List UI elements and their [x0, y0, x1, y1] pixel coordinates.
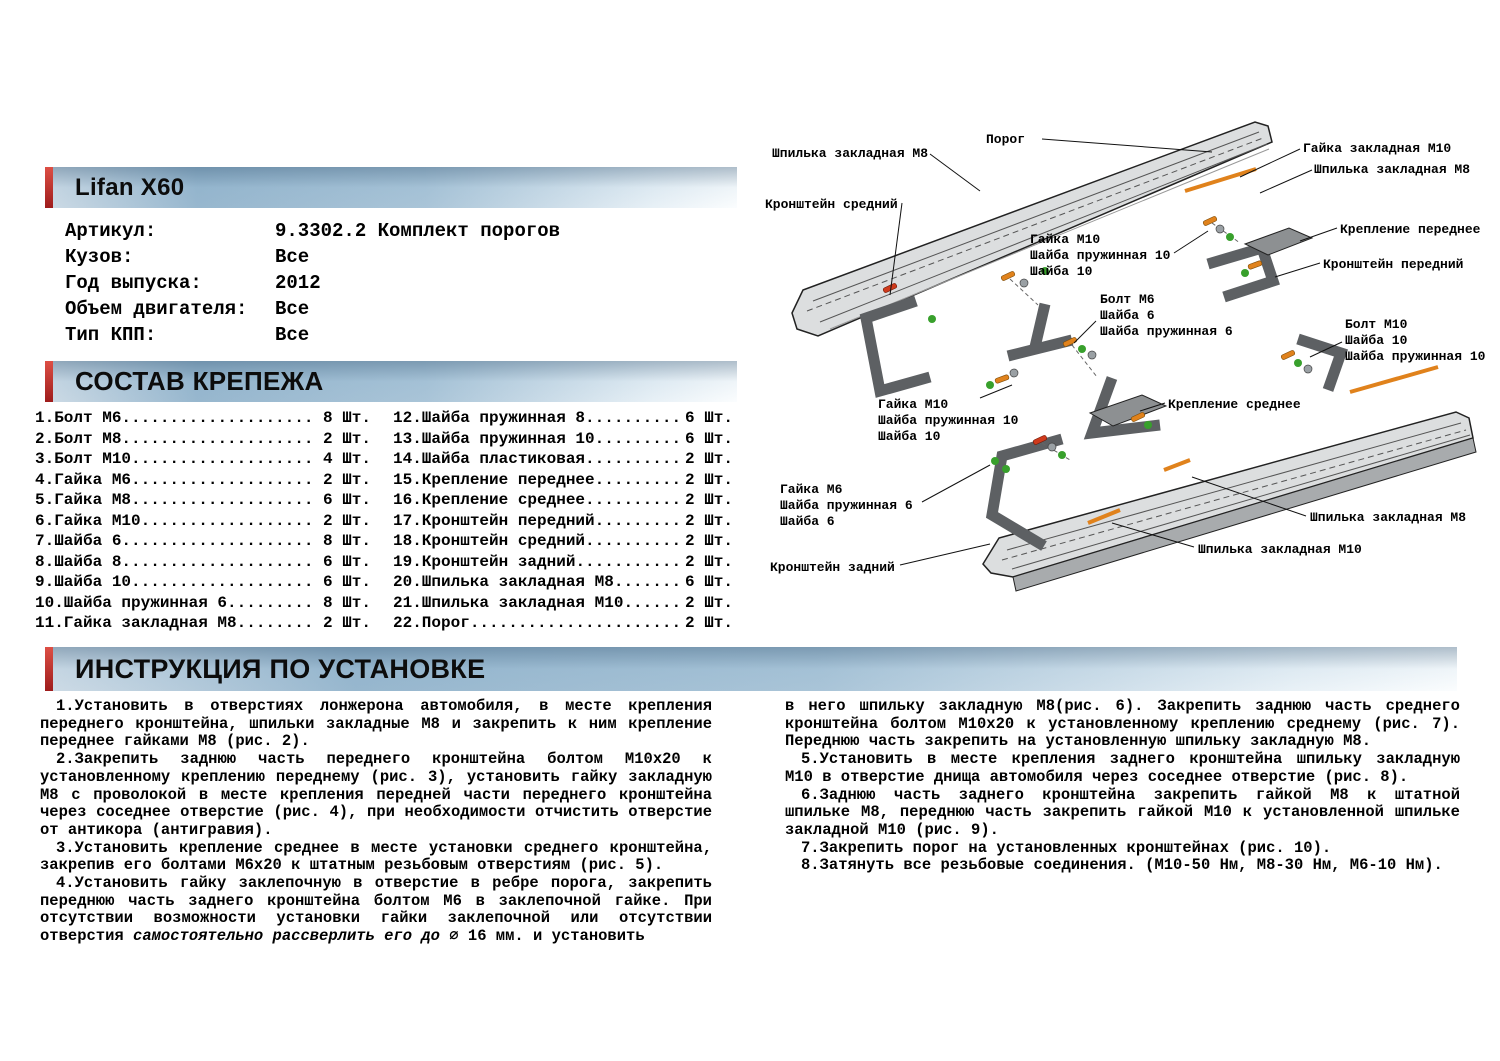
part-name: 11.Гайка закладная М8	[35, 614, 237, 632]
dot-leader	[470, 614, 678, 632]
dot-leader	[585, 532, 678, 550]
dot-leader	[614, 573, 678, 591]
instructions-banner	[45, 647, 1457, 691]
info-value: 9.3302.2 Комплект порогов	[275, 220, 561, 242]
part-row	[35, 614, 373, 635]
dot-leader	[121, 532, 316, 550]
diagram-label-bolt-m6-1: Болт М6	[1100, 292, 1155, 307]
info-value: Все	[275, 324, 310, 346]
info-row	[65, 246, 685, 272]
diagram-label-kronshtein-peredniy: Кронштейн передний	[1323, 257, 1464, 272]
instruction-step	[40, 698, 712, 751]
washer-icon	[1048, 443, 1056, 451]
info-value: Все	[275, 246, 310, 268]
exploded-view-diagram	[740, 95, 1500, 645]
part-qty: 2 Шт.	[323, 511, 372, 530]
instruction-step	[785, 787, 1460, 840]
spring-washer-icon	[1002, 465, 1010, 473]
diagram-label-gaika-m10-a1: Гайка М10	[1030, 232, 1101, 247]
diagram-label-gaika-zakladnaya-m10: Гайка закладная М10	[1303, 141, 1452, 156]
washer-icon	[1304, 365, 1312, 373]
model-title: Lifan X60	[75, 173, 185, 201]
info-row	[65, 220, 685, 246]
step-text: 8.Затянуть все резьбовые соединения. (М10-50 Нм, М8-30 Нм, М6-10 Нм).	[801, 856, 1443, 875]
spring-washer-icon	[991, 457, 999, 465]
instructions-title: ИНСТРУКЦИЯ ПО УСТАНОВКЕ	[75, 653, 486, 684]
part-row	[35, 430, 373, 451]
part-name: 22.Порог	[393, 614, 470, 632]
dot-leader	[131, 471, 316, 489]
part-qty: 2 Шт.	[685, 450, 734, 468]
dot-leader	[623, 594, 678, 612]
board-bracket-foot	[1008, 340, 1072, 356]
installation-instructions	[40, 698, 1460, 946]
step-text: 1.Установить в отверстиях лонжерона автомобиля, в месте крепления переднего кронштейна, шпильки закладные М8 и закрепить к ним крепление переднее гайками М8 (рис. 2).	[40, 697, 712, 751]
bolt-icon	[1203, 216, 1218, 226]
diagram-label-shpilka-m8-top-right: Шпилька закладная М8	[1314, 162, 1471, 177]
spring-washer-icon	[986, 381, 994, 389]
diagram-label-porog: Порог	[986, 132, 1026, 147]
part-qty: 6 Шт.	[323, 552, 372, 571]
red-accent-bar	[45, 647, 53, 691]
part-name: 15.Крепление переднее	[393, 470, 595, 489]
part-row	[35, 573, 373, 594]
step-text: 7.Закрепить порог на установленных кронштейнах (рис. 10).	[801, 838, 1332, 857]
dot-leader	[141, 512, 316, 530]
part-row	[393, 553, 735, 574]
instruction-step	[785, 751, 1460, 786]
part-qty: 2 Шт.	[685, 552, 734, 571]
part-qty: 6 Шт.	[323, 573, 372, 591]
washer-icon	[1088, 351, 1096, 359]
part-row	[393, 409, 735, 430]
part-name: 13.Шайба пружинная 10	[393, 429, 595, 448]
info-row	[65, 324, 685, 350]
diagram-label-bolt-m10-3: Шайба пружинная 10	[1345, 349, 1486, 364]
instruction-step	[785, 857, 1460, 875]
step-text: 5.Установить в месте крепления заднего кронштейна шпильку закладную М10 в отверстие днища автомобиля через соседнее отверстие (рис. 8).	[785, 750, 1460, 786]
parts-column-left	[35, 409, 373, 635]
step-text: 6.Заднюю часть заднего кронштейна закрепить гайкой М8 к штатной шпильке М8, переднюю часть закрепить гайкой М10 к установленной шпильке закладной М10 (рис. 9).	[785, 785, 1460, 839]
info-label: Артикул:	[65, 220, 157, 242]
part-row	[393, 512, 735, 533]
part-qty: 6 Шт.	[685, 429, 734, 448]
info-value: 2012	[275, 272, 321, 294]
diagram-label-gaika-m10-a2: Шайба пружинная 10	[1030, 248, 1171, 263]
part-qty: 6 Шт.	[685, 573, 734, 591]
washer-icon	[1020, 279, 1028, 287]
spring-washer-icon	[1226, 233, 1234, 241]
info-label: Кузов:	[65, 246, 134, 268]
part-qty: 2 Шт.	[685, 532, 734, 550]
part-name: 3.Болт М10	[35, 450, 132, 468]
part-name: 16.Крепление среднее	[393, 491, 586, 509]
part-name: 14.Шайба пластиковая	[393, 450, 586, 468]
part-name: 9.Шайба 10	[35, 573, 132, 591]
step-emphasis: самостоятельно рассверлить его до	[133, 927, 440, 946]
instructions-column-left	[40, 698, 712, 946]
dot-leader	[227, 594, 316, 612]
part-row	[35, 553, 373, 574]
bolt-icon	[1001, 271, 1016, 281]
step-text: 2.Закрепить заднюю часть переднего кронштейна болтом М10х20 к установленному креплению переднему (рис. 3), установить гайку закладную М8 с проволокой в месте крепления передней части переднего кронштейна через соседнее отверстие (рис. 4), при необходимости отчистить отверстие от антикора (антигравия).	[40, 750, 712, 839]
spring-washer-icon	[928, 315, 936, 323]
part-name: 18.Кронштейн средний	[393, 532, 586, 550]
diagram-label-bolt-m10-1: Болт М10	[1345, 317, 1408, 332]
part-row	[393, 532, 735, 553]
bolt-icon	[995, 374, 1010, 383]
part-qty: 4 Шт.	[323, 450, 372, 468]
part-qty: 8 Шт.	[323, 593, 372, 612]
part-row	[393, 491, 735, 512]
part-row	[393, 594, 735, 615]
part-name: 4.Гайка М6	[35, 470, 132, 489]
part-name: 6.Гайка М10	[35, 511, 141, 530]
front-bracket-2	[1298, 339, 1341, 390]
dot-leader	[585, 409, 678, 427]
part-row	[393, 450, 735, 471]
instruction-step	[785, 698, 1460, 751]
part-row	[393, 430, 735, 451]
middle-bracket	[866, 301, 930, 391]
product-info	[65, 220, 685, 350]
part-qty: 2 Шт.	[323, 614, 372, 632]
diagram-label-gaika-m10-b2: Шайба пружинная 10	[878, 413, 1019, 428]
dot-leader	[131, 573, 316, 591]
parts-list	[35, 409, 735, 635]
bolt-icon	[1248, 260, 1263, 269]
spring-washer-icon	[1058, 451, 1066, 459]
info-row	[65, 272, 685, 298]
part-name: 19.Кронштейн задний	[393, 552, 576, 571]
part-qty: 6 Шт.	[685, 409, 734, 427]
part-row	[35, 491, 373, 512]
part-name: 8.Шайба 8	[35, 552, 122, 571]
stud-m10-icon	[1350, 367, 1438, 392]
diagram-label-kronshtein-zadniy: Кронштейн задний	[770, 560, 895, 575]
part-name: 5.Гайка М8	[35, 491, 132, 509]
dot-leader	[131, 450, 316, 468]
board-bracket-stem	[1035, 304, 1045, 347]
diagram-label-bolt-m6-2: Шайба 6	[1100, 308, 1155, 323]
stud-m8-icon	[1164, 460, 1190, 470]
diagram-label-shpilka-m8-top-left: Шпилька закладная М8	[772, 146, 929, 161]
dot-leader	[585, 450, 678, 468]
diagram-label-gaika-m10-b1: Гайка М10	[878, 397, 949, 412]
part-qty: 2 Шт.	[685, 511, 734, 530]
part-name: 21.Шпилька закладная М10	[393, 593, 624, 612]
part-row	[35, 409, 373, 430]
part-name: 1.Болт М6	[35, 409, 122, 427]
diagram-label-shpilka-m10-bottom: Шпилька закладная М10	[1198, 542, 1362, 557]
part-name: 17.Кронштейн передний	[393, 511, 595, 530]
diagram-label-gaika-m6-1: Гайка М6	[780, 482, 843, 497]
parts-column-right	[393, 409, 735, 635]
front-bracket	[1208, 248, 1273, 297]
part-name: 12.Шайба пружинная 8	[393, 409, 586, 427]
part-name: 20.Шпилька закладная М8	[393, 573, 614, 591]
diagram-label-gaika-m10-a3: Шайба 10	[1030, 264, 1093, 279]
part-row	[35, 512, 373, 533]
dot-leader	[595, 430, 678, 448]
info-value: Все	[275, 298, 310, 320]
spring-washer-icon	[1144, 421, 1152, 429]
part-row	[35, 471, 373, 492]
step-text: 4.Установить гайку заклепочную в отверстие в ребре порога, закрепить переднюю часть заднего кронштейна болтом М6 в заклепочной гайке. При отсутствии возможности установки гайки заклепочной или отсутствии отверстия	[40, 874, 712, 946]
step-text: в него шпильку закладную М8(рис. 6). Закрепить заднюю часть среднего кронштейна болтом М10х20 к установленному креплению среднему (рис. 7). Переднюю часть закрепить на установленную шпильку закладную М8.	[785, 697, 1460, 751]
instruction-step	[40, 840, 712, 875]
part-name: 10.Шайба пружинная 6	[35, 593, 228, 612]
diagram-label-shpilka-m8-bottom: Шпилька закладная М8	[1310, 510, 1467, 525]
dot-leader	[595, 471, 678, 489]
part-qty: 2 Шт.	[323, 429, 372, 448]
spring-washer-icon	[1078, 345, 1086, 353]
diagram-label-bolt-m10-2: Шайба 10	[1345, 333, 1408, 348]
dot-leader	[131, 491, 316, 509]
instructions-column-right	[785, 698, 1460, 946]
part-row	[393, 471, 735, 492]
part-qty: 2 Шт.	[685, 593, 734, 612]
dot-leader	[575, 553, 678, 571]
spring-washer-icon	[1241, 269, 1249, 277]
washer-icon	[1010, 369, 1018, 377]
dot-leader	[585, 491, 678, 509]
part-row	[393, 614, 735, 635]
model-banner	[45, 167, 737, 208]
diagram-label-bolt-m6-3: Шайба пружинная 6	[1100, 324, 1233, 339]
instruction-step	[40, 875, 712, 946]
diagram-label-gaika-m10-b3: Шайба 10	[878, 429, 941, 444]
info-label: Год выпуска:	[65, 272, 202, 294]
diagram-label-gaika-m6-3: Шайба 6	[780, 514, 835, 529]
dot-leader	[121, 553, 316, 571]
part-qty: 2 Шт.	[685, 491, 734, 509]
part-name: 7.Шайба 6	[35, 532, 122, 550]
red-accent-bar	[45, 361, 53, 402]
part-qty: 2 Шт.	[323, 470, 372, 489]
fasteners-banner	[45, 361, 737, 402]
step-text: ⌀ 16 мм. и установить	[439, 927, 645, 946]
diagram-label-kreplenie-perednee: Крепление переднее	[1340, 222, 1481, 237]
part-qty: 8 Шт.	[323, 532, 372, 550]
part-row	[35, 594, 373, 615]
dot-leader	[121, 430, 316, 448]
info-row	[65, 298, 685, 324]
diagram-label-kronshtein-sredniy: Кронштейн средний	[765, 197, 898, 212]
part-name: 2.Болт М8	[35, 429, 122, 448]
washer-icon	[1216, 225, 1224, 233]
fasteners-title: СОСТАВ КРЕПЕЖА	[75, 366, 324, 396]
step-text: 3.Установить крепление среднее в месте установки среднего кронштейна, закрепив его болтами М6х20 к штатным резьбовым отверстиям (рис. 5).	[40, 838, 712, 875]
diagram-label-kreplenie-srednee: Крепление среднее	[1168, 397, 1301, 412]
part-row	[35, 532, 373, 553]
part-qty: 8 Шт.	[323, 409, 372, 427]
part-qty: 6 Шт.	[323, 491, 372, 509]
part-qty: 2 Шт.	[685, 470, 734, 489]
spring-washer-icon	[1294, 359, 1302, 367]
bolt-icon	[1281, 350, 1296, 360]
info-label: Тип КПП:	[65, 324, 157, 346]
part-qty: 2 Шт.	[685, 614, 734, 632]
dot-leader	[595, 512, 678, 530]
red-accent-bar	[45, 167, 53, 208]
instruction-step	[785, 840, 1460, 858]
part-row	[35, 450, 373, 471]
dot-leader	[121, 409, 316, 427]
dot-leader	[237, 614, 316, 632]
info-label: Объем двигателя:	[65, 298, 248, 320]
part-row	[393, 573, 735, 594]
instruction-step	[40, 751, 712, 840]
diagram-label-gaika-m6-2: Шайба пружинная 6	[780, 498, 913, 513]
